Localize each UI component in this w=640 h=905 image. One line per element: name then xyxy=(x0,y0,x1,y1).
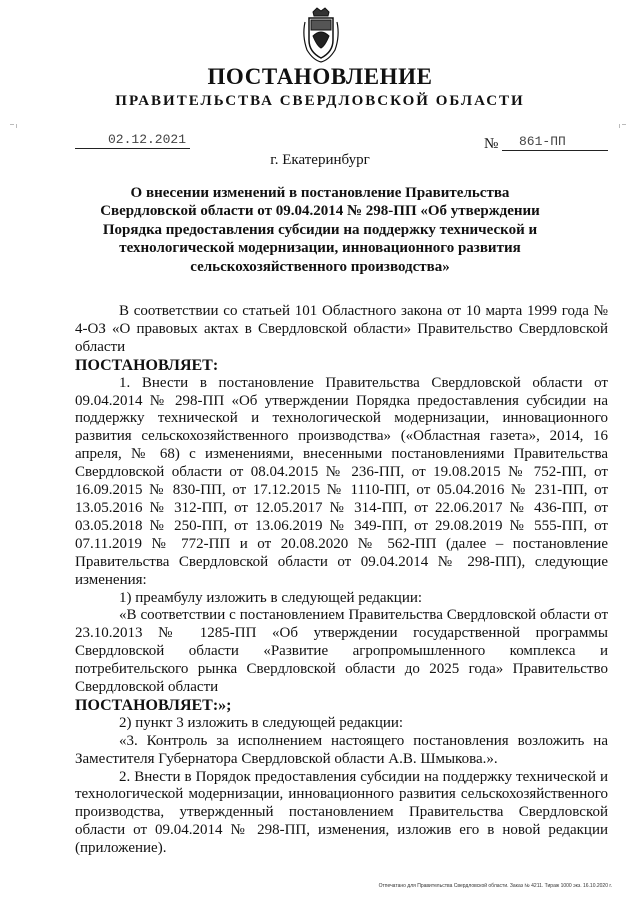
preamble-paragraph: В соответствии со статьей 101 Областного закона от 10 марта 1999 года № 4-ОЗ «О правовых актах в Свердловской области» Правительство Свердловской области xyxy=(75,303,608,355)
document-number: 861-ПП xyxy=(519,134,566,149)
registration-corner-mark xyxy=(10,124,14,125)
number-sign: № xyxy=(484,136,499,152)
quote-1-decree-heading: ПОСТАНОВЛЯЕТ:»; xyxy=(75,696,232,714)
print-footer: Отпечатано для Правительства Свердловской области. Заказ № 4211. Тираж 1000 экз. 16.10.2020 г. xyxy=(378,883,612,889)
decree-heading: ПОСТАНОВЛЯЕТ: xyxy=(75,356,219,374)
document-title: ПОСТАНОВЛЕНИЕ xyxy=(207,64,433,89)
registration-corner-mark xyxy=(16,124,17,128)
subitem-2-paragraph: 2) пункт 3 изложить в следующей редакции: xyxy=(119,714,404,731)
item-2-paragraph: 2. Внести в Порядок предоставления субсидии на поддержку технической и технологической модернизации, инновационного развития сельскохозяйственного производства, утвержденный постановлением Правительства Свердловской области от 09.04.2014 № 298-ПП, изменения, изложив его в новой редакции (приложение). xyxy=(75,768,608,857)
document-subject: О внесении изменений в постановление Правительства Свердловской области от 09.04.2014 № 298-ПП «Об утверждении Порядка предоставления субсидии на поддержку технической и технологической модернизации, инновационного развития сельскохозяйственного производства» xyxy=(100,185,540,275)
registration-corner-mark xyxy=(622,124,626,125)
document-body xyxy=(75,303,608,858)
registration-corner-mark xyxy=(619,124,620,128)
subitem-1-paragraph: 1) преамбулу изложить в следующей редакции: xyxy=(119,589,423,606)
document-issuer: ПРАВИТЕЛЬСТВА СВЕРДЛОВСКОЙ ОБЛАСТИ xyxy=(115,93,525,109)
quote-1-paragraph: «В соответствии с постановлением Правительства Свердловской области от 23.10.2013 № 1285-ПП «Об утверждении государственной программы Свердловской области «Развитие агропромышленного комплекса и потребительского рынка Свердловской области до 2025 года» Правительство Свердловской области xyxy=(75,607,608,696)
coat-of-arms-icon xyxy=(301,6,341,64)
document-date: 02.12.2021 xyxy=(108,132,187,147)
item-1-paragraph: 1. Внести в постановление Правительства Свердловской области от 09.04.2014 № 298-ПП «Об утверждении Порядка предоставления субсидии на поддержку технической и технологической модернизации, инновационного развития сельскохозяйственного производства» («Областная газета», 2014, 16 апреля, № 68) с изменениями, внесенными постановлениями Правительства Свердловской области от 08.04.2015 № 236-ПП, от 19.08.2015 № 752-ПП, от 16.09.2015 № 830-ПП, от 17.12.2015 № 1110-ПП, от 05.04.2016 № 231-ПП, от 13.05.2016 № 312-ПП, от 12.05.2017 № 314-ПП, от 22.06.2017 № 436-ПП, от 03.05.2018 № 250-ПП, от 13.06.2019 № 349-ПП, от 29.08.2019 № 555-ПП, от 07.11.2019 № 772-ПП и от 20.08.2020 № 562-ПП (далее – постановление Правительства Свердловской области от 09.04.2014 № 298-ПП), следующие изменения: xyxy=(75,374,608,588)
document-city: г. Екатеринбург xyxy=(270,152,370,168)
quote-2-paragraph: «3. Контроль за исполнением настоящего постановления возложить на Заместителя Губернатора Свердловской области А.В. Шмыкова.». xyxy=(75,732,608,767)
